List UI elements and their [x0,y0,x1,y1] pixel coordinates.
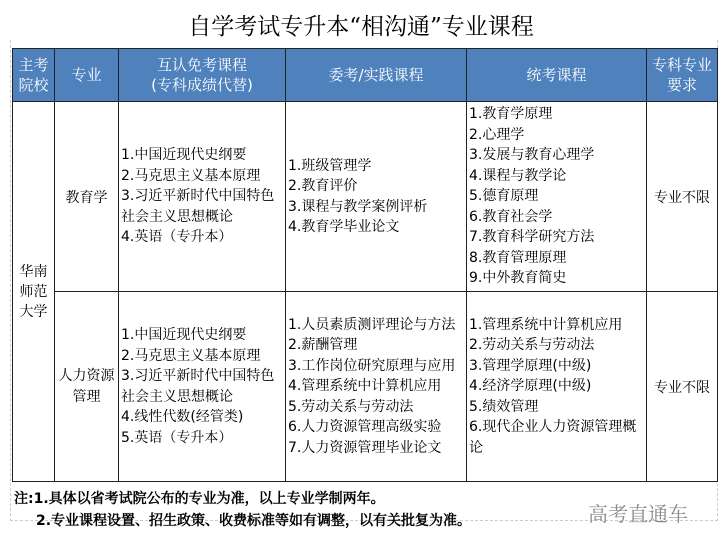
course-item: 4.教育学毕业论文 [288,219,400,235]
course-item: 9.中外教育简史 [469,270,567,287]
note-2: 2.专业课程设置、招生政策、收费标准等如有调整，以有关批复为准。 [36,513,472,529]
header-requirement: 专科专业要求 [647,49,718,102]
note-1: 注:1.具体以省考试院公布的专业为准，以上专业学制两年。 [14,491,385,507]
course-item: 2.劳动关系与劳动法 [469,337,595,354]
course-item: 4.管理系统中计算机应用 [288,378,442,395]
header-school: 主考院校 [13,49,55,102]
notes [14,488,471,532]
mutual-cell [119,102,286,292]
course-item: 3.习近平新时代中国特色社会主义思想概论 [121,368,275,405]
course-item: 1.班级管理学 [288,157,372,174]
course-item: 6.现代企业人力资源管理概论 [469,419,637,456]
course-item: 3.管理学原理(中级) [469,357,592,374]
header-mutual: 互认免考课程 (专科成绩代替) [119,49,286,102]
course-item: 4.课程与教学论 [469,167,567,184]
course-item: 1.人员素质测评理论与方法 [288,316,456,333]
course-item: 4.经济学原理(中级) [469,378,592,395]
course-item: 1.中国近现代史纲要 [121,147,247,164]
page-title: 自学考试专升本“相沟通”专业课程 [188,14,534,40]
course-item: 2.心理学 [469,126,525,143]
major-cell: 教育学 [55,102,119,292]
header-row [13,49,718,102]
course-item: 7.人力资源管理毕业论文 [288,439,442,456]
requirement-cell: 专业不限 [647,102,718,292]
course-item: 5.绩效管理 [469,398,539,415]
unified-cell [467,102,647,292]
course-item: 1.中国近现代史纲要 [121,327,247,343]
course-item: 5.劳动关系与劳动法 [288,398,414,415]
unified-cell [467,292,647,482]
course-item: 2.马克思主义基本原理 [121,347,261,364]
course-item: 7.教育科学研究方法 [469,229,595,246]
course-item: 8.教育管理原理 [469,249,567,266]
table-row [13,292,718,482]
table-row [13,102,718,292]
watermark: 高考直通车 [588,502,688,526]
course-item: 4.英语（专升本） [121,229,233,246]
course-item: 3.课程与教学案例评析 [288,198,428,215]
practice-cell [286,292,467,482]
course-item: 3.发展与教育心理学 [469,147,595,164]
course-table [12,48,718,482]
course-item: 2.教育评价 [288,178,358,194]
course-item: 3.习近平新时代中国特色社会主义思想概论 [121,188,275,225]
course-item: 2.薪酬管理 [288,337,358,354]
course-item: 6.人力资源管理高级实验 [288,419,442,436]
course-item: 2.马克思主义基本原理 [121,167,261,184]
course-item: 1.教育学原理 [469,106,553,123]
course-item: 4.线性代数(经管类) [121,409,244,425]
course-item: 3.工作岗位研究原理与应用 [288,357,456,374]
course-item: 5.英语（专升本） [121,429,233,446]
header-practice: 委考/实践课程 [286,49,467,102]
requirement-cell: 专业不限 [647,292,718,482]
header-major: 专业 [55,49,119,102]
practice-cell [286,102,467,292]
course-item: 5.德育原理 [469,188,539,205]
mutual-cell [119,292,286,482]
header-unified: 统考课程 [467,49,647,102]
school-cell: 华南师范大学 [13,102,55,482]
course-item: 1.管理系统中计算机应用 [469,316,623,333]
major-cell: 人力资源管理 [55,292,119,482]
course-item: 6.教育社会学 [469,208,553,225]
